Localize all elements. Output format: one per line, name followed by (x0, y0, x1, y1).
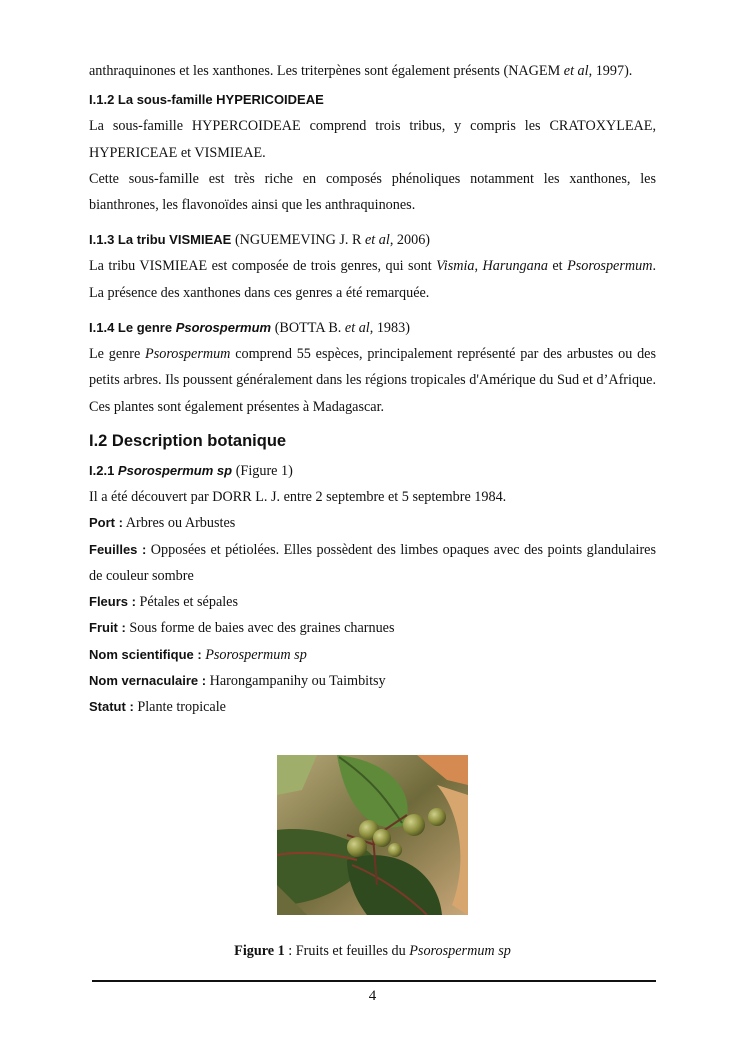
intro-paragraph: anthraquinones et les xanthones. Les triterpènes sont également présents (NAGEM et al, 1997). (89, 63, 633, 79)
heading-hypericoideae: I.1.2 La sous-famille HYPERICOIDEAE (89, 92, 324, 108)
plant-photo-illustration (277, 755, 468, 915)
genre-paragraph: Le genre Psorospermum comprend 55 espèces, principalement représenté par des arbustes ou des petits arbres. Ils poussent généralement dans les régions tropicales d'Amérique du Sud et d’Afrique. Ces plantes sont également présentes à Madagascar. (89, 346, 656, 415)
field-fleurs: Fleurs : Pétales et sépales (89, 594, 239, 611)
vismieae-paragraph: La tribu VISMIEAE est composée de trois genres, qui sont Vismia, Harungana et Psorospermum. La présence des xanthones dans ces genres a été remarquée. (89, 258, 656, 301)
plant-photo (277, 755, 468, 915)
field-port: Port : Arbres ou Arbustes (89, 515, 236, 532)
page-number: 4 (368, 988, 377, 1004)
discovery-line: Il a été découvert par DORR L. J. entre 2 septembre et 5 septembre 1984. (89, 488, 507, 505)
field-nom-scientifique: Nom scientifique : Psorospermum sp (89, 646, 307, 663)
heading-genre-psorospermum: I.1.4 Le genre Psorospermum (BOTTA B. et al, 1983) (89, 320, 410, 337)
vismieae-reference: (NGUEMEVING J. R et al, 2006) (234, 232, 431, 249)
genre-reference: (BOTTA B. et al, 1983) (274, 320, 410, 337)
field-feuilles: Feuilles : Opposées et pétiolées. Elles possèdent des limbes opaques avec des points glandulaires de couleur sombre (89, 541, 657, 584)
heading-vismieae: I.1.3 La tribu VISMIEAE (NGUEMEVING J. R et al, 2006) (89, 232, 431, 249)
heading-psorospermum-sp: I.2.1 Psorospermum sp (Figure 1) (89, 462, 293, 479)
hypericoideae-paragraph-2: Cette sous-famille est très riche en composés phénoliques notamment les xanthones, les bianthrones, les flavonoïdes ainsi que les anthraquinones. (89, 170, 656, 214)
footer-rule (92, 980, 656, 982)
page-body (89, 58, 656, 721)
heading-description-botanique: I.2 Description botanique (89, 431, 287, 450)
field-fruit: Fruit : Sous forme de baies avec des graines charnues (89, 620, 395, 637)
hypericoideae-paragraph-1: La sous-famille HYPERCOIDEAE comprend trois tribus, y compris les CRATOXYLEAE, HYPERICEAE et VISMIEAE. (89, 118, 656, 161)
field-statut: Statut : Plante tropicale (89, 699, 226, 716)
figure-caption: Figure 1 : Fruits et feuilles du Psorospermum sp (234, 943, 511, 959)
field-nom-vernaculaire: Nom vernaculaire : Harongampanihy ou Taimbitsy (89, 673, 386, 690)
